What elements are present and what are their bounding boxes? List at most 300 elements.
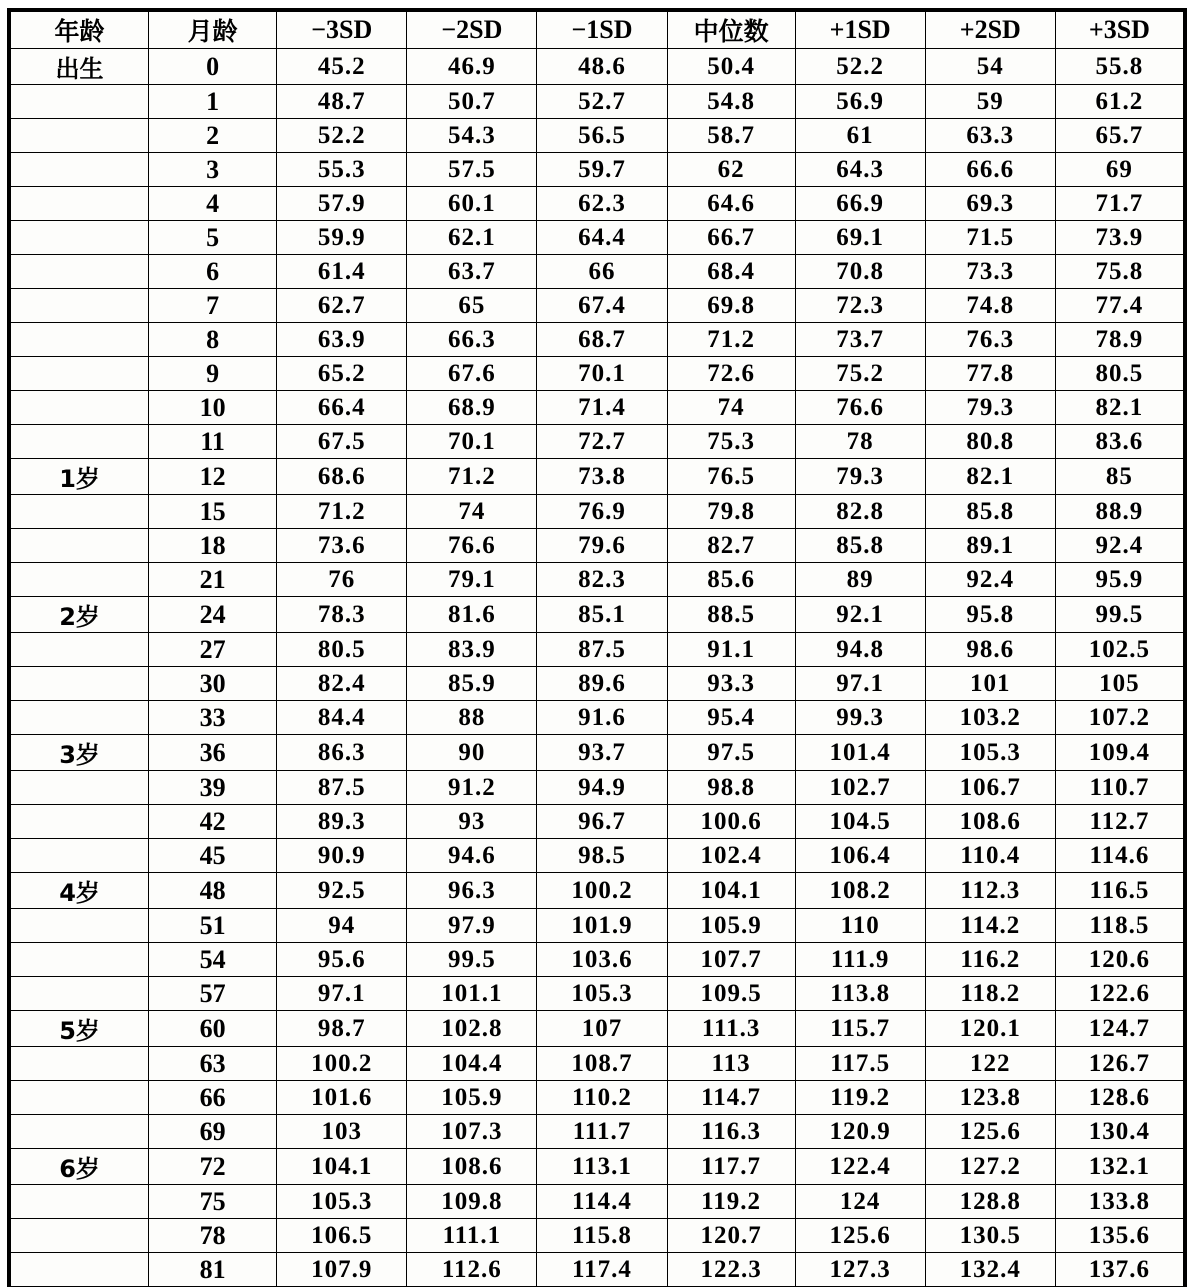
cell-sd_m1: 64.4 <box>537 221 667 255</box>
table-row <box>11 771 1184 805</box>
cell-sd_m3: 105.3 <box>277 1185 407 1219</box>
cell-sd_m2: 109.8 <box>407 1185 537 1219</box>
header-row <box>11 12 1184 49</box>
column-header-age: 年龄 <box>11 12 149 49</box>
cell-age <box>11 1115 149 1149</box>
cell-median: 113 <box>667 1047 795 1081</box>
cell-sd_p1: 73.7 <box>795 323 925 357</box>
cell-month: 10 <box>149 391 277 425</box>
cell-sd_m1: 87.5 <box>537 633 667 667</box>
cell-sd_p3: 114.6 <box>1055 839 1183 873</box>
cell-sd_p1: 104.5 <box>795 805 925 839</box>
table-row <box>11 255 1184 289</box>
cell-median: 62 <box>667 153 795 187</box>
cell-sd_p3: 75.8 <box>1055 255 1183 289</box>
cell-month: 39 <box>149 771 277 805</box>
cell-age: 出生 <box>11 49 149 85</box>
cell-age <box>11 977 149 1011</box>
cell-sd_m3: 103 <box>277 1115 407 1149</box>
cell-sd_p1: 111.9 <box>795 943 925 977</box>
cell-sd_p3: 124.7 <box>1055 1011 1183 1047</box>
cell-sd_m1: 103.6 <box>537 943 667 977</box>
cell-sd_p2: 73.3 <box>925 255 1055 289</box>
cell-sd_m1: 110.2 <box>537 1081 667 1115</box>
cell-sd_m2: 76.6 <box>407 529 537 563</box>
cell-sd_p2: 59 <box>925 85 1055 119</box>
table-row <box>11 839 1184 873</box>
table-row <box>11 1253 1184 1287</box>
table-row <box>11 735 1184 771</box>
cell-sd_p3: 83.6 <box>1055 425 1183 459</box>
table-row <box>11 701 1184 735</box>
cell-sd_p2: 54 <box>925 49 1055 85</box>
growth-standard-table <box>10 11 1184 1287</box>
cell-sd_p1: 122.4 <box>795 1149 925 1185</box>
cell-sd_p3: 105 <box>1055 667 1183 701</box>
table-row <box>11 1149 1184 1185</box>
cell-sd_m3: 98.7 <box>277 1011 407 1047</box>
cell-sd_p3: 133.8 <box>1055 1185 1183 1219</box>
cell-sd_m3: 82.4 <box>277 667 407 701</box>
cell-sd_m3: 107.9 <box>277 1253 407 1287</box>
cell-sd_m1: 59.7 <box>537 153 667 187</box>
cell-sd_m2: 62.1 <box>407 221 537 255</box>
table-row <box>11 1219 1184 1253</box>
cell-sd_m1: 71.4 <box>537 391 667 425</box>
cell-sd_p3: 61.2 <box>1055 85 1183 119</box>
cell-month: 75 <box>149 1185 277 1219</box>
cell-sd_m2: 81.6 <box>407 597 537 633</box>
cell-sd_m3: 73.6 <box>277 529 407 563</box>
cell-age: 5岁 <box>11 1011 149 1047</box>
cell-sd_p1: 108.2 <box>795 873 925 909</box>
table-row <box>11 187 1184 221</box>
cell-sd_p1: 115.7 <box>795 1011 925 1047</box>
cell-sd_p2: 112.3 <box>925 873 1055 909</box>
table-row <box>11 909 1184 943</box>
cell-median: 54.8 <box>667 85 795 119</box>
table-body <box>11 49 1184 1287</box>
cell-month: 78 <box>149 1219 277 1253</box>
cell-sd_p1: 119.2 <box>795 1081 925 1115</box>
cell-sd_m1: 56.5 <box>537 119 667 153</box>
cell-age <box>11 85 149 119</box>
cell-sd_p1: 61 <box>795 119 925 153</box>
cell-sd_p2: 128.8 <box>925 1185 1055 1219</box>
cell-month: 21 <box>149 563 277 597</box>
table-row <box>11 459 1184 495</box>
cell-age <box>11 805 149 839</box>
cell-month: 63 <box>149 1047 277 1081</box>
cell-age: 2岁 <box>11 597 149 633</box>
table-row <box>11 1047 1184 1081</box>
table-row <box>11 1115 1184 1149</box>
cell-sd_m1: 101.9 <box>537 909 667 943</box>
cell-month: 12 <box>149 459 277 495</box>
cell-sd_m3: 57.9 <box>277 187 407 221</box>
cell-median: 97.5 <box>667 735 795 771</box>
cell-sd_m1: 94.9 <box>537 771 667 805</box>
cell-sd_p2: 69.3 <box>925 187 1055 221</box>
cell-sd_p2: 116.2 <box>925 943 1055 977</box>
cell-median: 122.3 <box>667 1253 795 1287</box>
cell-sd_m1: 117.4 <box>537 1253 667 1287</box>
cell-age: 1岁 <box>11 459 149 495</box>
cell-sd_m3: 59.9 <box>277 221 407 255</box>
cell-sd_p3: 120.6 <box>1055 943 1183 977</box>
cell-sd_p1: 70.8 <box>795 255 925 289</box>
cell-sd_p1: 92.1 <box>795 597 925 633</box>
cell-age <box>11 909 149 943</box>
cell-month: 15 <box>149 495 277 529</box>
cell-sd_p3: 118.5 <box>1055 909 1183 943</box>
table-row <box>11 391 1184 425</box>
table-row <box>11 667 1184 701</box>
cell-sd_m3: 55.3 <box>277 153 407 187</box>
cell-age <box>11 943 149 977</box>
cell-sd_m2: 50.7 <box>407 85 537 119</box>
cell-month: 0 <box>149 49 277 85</box>
cell-sd_m1: 52.7 <box>537 85 667 119</box>
cell-sd_m3: 45.2 <box>277 49 407 85</box>
cell-sd_p1: 66.9 <box>795 187 925 221</box>
cell-median: 109.5 <box>667 977 795 1011</box>
column-header-month: 月龄 <box>149 12 277 49</box>
cell-median: 58.7 <box>667 119 795 153</box>
cell-sd_p1: 75.2 <box>795 357 925 391</box>
cell-sd_m2: 97.9 <box>407 909 537 943</box>
table-row <box>11 633 1184 667</box>
column-header-sd_m3: −3SD <box>277 12 407 49</box>
cell-median: 102.4 <box>667 839 795 873</box>
cell-age <box>11 119 149 153</box>
cell-sd_m2: 46.9 <box>407 49 537 85</box>
cell-sd_p3: 80.5 <box>1055 357 1183 391</box>
cell-sd_p3: 109.4 <box>1055 735 1183 771</box>
cell-sd_p2: 79.3 <box>925 391 1055 425</box>
cell-sd_p3: 126.7 <box>1055 1047 1183 1081</box>
cell-month: 30 <box>149 667 277 701</box>
cell-sd_p2: 71.5 <box>925 221 1055 255</box>
cell-sd_p3: 110.7 <box>1055 771 1183 805</box>
cell-month: 45 <box>149 839 277 873</box>
cell-sd_m2: 105.9 <box>407 1081 537 1115</box>
cell-sd_m3: 48.7 <box>277 85 407 119</box>
table-row <box>11 153 1184 187</box>
table-row <box>11 1011 1184 1047</box>
cell-median: 75.3 <box>667 425 795 459</box>
cell-sd_m3: 101.6 <box>277 1081 407 1115</box>
cell-sd_p3: 85 <box>1055 459 1183 495</box>
cell-sd_m3: 65.2 <box>277 357 407 391</box>
cell-sd_p2: 125.6 <box>925 1115 1055 1149</box>
cell-sd_p2: 89.1 <box>925 529 1055 563</box>
cell-sd_m2: 57.5 <box>407 153 537 187</box>
cell-sd_p1: 117.5 <box>795 1047 925 1081</box>
cell-sd_p2: 103.2 <box>925 701 1055 735</box>
cell-sd_m2: 102.8 <box>407 1011 537 1047</box>
cell-month: 5 <box>149 221 277 255</box>
cell-sd_m2: 70.1 <box>407 425 537 459</box>
cell-sd_p1: 52.2 <box>795 49 925 85</box>
cell-sd_m1: 100.2 <box>537 873 667 909</box>
cell-median: 116.3 <box>667 1115 795 1149</box>
table-row <box>11 119 1184 153</box>
cell-sd_m2: 63.7 <box>407 255 537 289</box>
cell-age <box>11 667 149 701</box>
cell-sd_p1: 113.8 <box>795 977 925 1011</box>
cell-sd_m3: 78.3 <box>277 597 407 633</box>
cell-sd_m1: 82.3 <box>537 563 667 597</box>
cell-age <box>11 221 149 255</box>
cell-month: 2 <box>149 119 277 153</box>
table-row <box>11 563 1184 597</box>
cell-sd_p1: 79.3 <box>795 459 925 495</box>
cell-sd_m1: 70.1 <box>537 357 667 391</box>
table-row <box>11 1081 1184 1115</box>
cell-sd_m1: 73.8 <box>537 459 667 495</box>
cell-month: 33 <box>149 701 277 735</box>
cell-sd_p3: 92.4 <box>1055 529 1183 563</box>
column-header-sd_p1: +1SD <box>795 12 925 49</box>
cell-sd_p3: 82.1 <box>1055 391 1183 425</box>
cell-sd_p2: 120.1 <box>925 1011 1055 1047</box>
cell-sd_m1: 85.1 <box>537 597 667 633</box>
cell-sd_m1: 79.6 <box>537 529 667 563</box>
cell-age: 6岁 <box>11 1149 149 1185</box>
cell-sd_m3: 94 <box>277 909 407 943</box>
cell-age <box>11 529 149 563</box>
cell-median: 104.1 <box>667 873 795 909</box>
cell-sd_p1: 72.3 <box>795 289 925 323</box>
cell-median: 72.6 <box>667 357 795 391</box>
cell-age <box>11 357 149 391</box>
cell-sd_m3: 86.3 <box>277 735 407 771</box>
cell-sd_m2: 90 <box>407 735 537 771</box>
cell-sd_p3: 116.5 <box>1055 873 1183 909</box>
cell-sd_m1: 76.9 <box>537 495 667 529</box>
cell-sd_m3: 92.5 <box>277 873 407 909</box>
table-row <box>11 49 1184 85</box>
table-row <box>11 805 1184 839</box>
column-header-sd_m2: −2SD <box>407 12 537 49</box>
cell-sd_m2: 67.6 <box>407 357 537 391</box>
table-row <box>11 977 1184 1011</box>
cell-sd_p3: 135.6 <box>1055 1219 1183 1253</box>
cell-median: 74 <box>667 391 795 425</box>
cell-month: 1 <box>149 85 277 119</box>
cell-sd_m2: 66.3 <box>407 323 537 357</box>
table-row <box>11 323 1184 357</box>
cell-sd_p2: 63.3 <box>925 119 1055 153</box>
cell-month: 69 <box>149 1115 277 1149</box>
cell-sd_p1: 106.4 <box>795 839 925 873</box>
cell-month: 4 <box>149 187 277 221</box>
cell-sd_m1: 98.5 <box>537 839 667 873</box>
cell-sd_m1: 93.7 <box>537 735 667 771</box>
cell-median: 68.4 <box>667 255 795 289</box>
column-header-median: 中位数 <box>667 12 795 49</box>
cell-median: 50.4 <box>667 49 795 85</box>
cell-sd_p3: 71.7 <box>1055 187 1183 221</box>
cell-sd_p1: 120.9 <box>795 1115 925 1149</box>
cell-sd_p3: 88.9 <box>1055 495 1183 529</box>
cell-sd_p1: 110 <box>795 909 925 943</box>
cell-month: 36 <box>149 735 277 771</box>
cell-month: 60 <box>149 1011 277 1047</box>
cell-sd_p2: 74.8 <box>925 289 1055 323</box>
cell-sd_p1: 99.3 <box>795 701 925 735</box>
cell-median: 69.8 <box>667 289 795 323</box>
cell-month: 81 <box>149 1253 277 1287</box>
cell-sd_m1: 105.3 <box>537 977 667 1011</box>
cell-age <box>11 771 149 805</box>
cell-sd_m2: 107.3 <box>407 1115 537 1149</box>
cell-median: 88.5 <box>667 597 795 633</box>
cell-sd_p1: 101.4 <box>795 735 925 771</box>
cell-sd_m3: 63.9 <box>277 323 407 357</box>
cell-month: 72 <box>149 1149 277 1185</box>
cell-sd_m3: 100.2 <box>277 1047 407 1081</box>
cell-sd_p1: 124 <box>795 1185 925 1219</box>
table-row <box>11 221 1184 255</box>
cell-sd_m1: 67.4 <box>537 289 667 323</box>
cell-sd_p3: 55.8 <box>1055 49 1183 85</box>
cell-median: 91.1 <box>667 633 795 667</box>
cell-month: 66 <box>149 1081 277 1115</box>
cell-sd_p2: 105.3 <box>925 735 1055 771</box>
cell-month: 6 <box>149 255 277 289</box>
cell-sd_p2: 130.5 <box>925 1219 1055 1253</box>
cell-median: 117.7 <box>667 1149 795 1185</box>
cell-age <box>11 391 149 425</box>
cell-sd_m2: 74 <box>407 495 537 529</box>
cell-sd_p1: 64.3 <box>795 153 925 187</box>
cell-sd_p2: 108.6 <box>925 805 1055 839</box>
cell-sd_p3: 99.5 <box>1055 597 1183 633</box>
cell-sd_m3: 61.4 <box>277 255 407 289</box>
cell-sd_p3: 137.6 <box>1055 1253 1183 1287</box>
cell-sd_p2: 85.8 <box>925 495 1055 529</box>
cell-sd_p1: 125.6 <box>795 1219 925 1253</box>
cell-sd_m3: 90.9 <box>277 839 407 873</box>
cell-sd_p3: 122.6 <box>1055 977 1183 1011</box>
cell-age <box>11 323 149 357</box>
cell-sd_m1: 89.6 <box>537 667 667 701</box>
cell-sd_p1: 127.3 <box>795 1253 925 1287</box>
cell-sd_m1: 96.7 <box>537 805 667 839</box>
cell-sd_p3: 102.5 <box>1055 633 1183 667</box>
cell-sd_m3: 67.5 <box>277 425 407 459</box>
cell-sd_p2: 66.6 <box>925 153 1055 187</box>
cell-median: 93.3 <box>667 667 795 701</box>
cell-age <box>11 633 149 667</box>
cell-sd_p3: 73.9 <box>1055 221 1183 255</box>
cell-sd_m2: 71.2 <box>407 459 537 495</box>
cell-median: 100.6 <box>667 805 795 839</box>
cell-median: 76.5 <box>667 459 795 495</box>
table-row <box>11 943 1184 977</box>
cell-month: 27 <box>149 633 277 667</box>
cell-sd_m3: 80.5 <box>277 633 407 667</box>
cell-sd_m3: 95.6 <box>277 943 407 977</box>
cell-age <box>11 1219 149 1253</box>
cell-sd_m1: 108.7 <box>537 1047 667 1081</box>
cell-sd_m2: 108.6 <box>407 1149 537 1185</box>
cell-sd_m3: 76 <box>277 563 407 597</box>
cell-sd_p2: 114.2 <box>925 909 1055 943</box>
cell-month: 11 <box>149 425 277 459</box>
cell-sd_m1: 115.8 <box>537 1219 667 1253</box>
cell-sd_m3: 62.7 <box>277 289 407 323</box>
cell-sd_p3: 112.7 <box>1055 805 1183 839</box>
cell-sd_m1: 91.6 <box>537 701 667 735</box>
cell-sd_m2: 93 <box>407 805 537 839</box>
cell-median: 98.8 <box>667 771 795 805</box>
cell-sd_p2: 118.2 <box>925 977 1055 1011</box>
cell-age <box>11 495 149 529</box>
cell-age <box>11 187 149 221</box>
cell-sd_m2: 96.3 <box>407 873 537 909</box>
cell-age <box>11 1047 149 1081</box>
cell-sd_m3: 52.2 <box>277 119 407 153</box>
cell-median: 85.6 <box>667 563 795 597</box>
column-header-sd_p3: +3SD <box>1055 12 1183 49</box>
cell-month: 51 <box>149 909 277 943</box>
cell-median: 119.2 <box>667 1185 795 1219</box>
cell-sd_p3: 128.6 <box>1055 1081 1183 1115</box>
cell-sd_m2: 104.4 <box>407 1047 537 1081</box>
cell-median: 111.3 <box>667 1011 795 1047</box>
cell-median: 95.4 <box>667 701 795 735</box>
table-row <box>11 85 1184 119</box>
cell-age <box>11 839 149 873</box>
cell-median: 107.7 <box>667 943 795 977</box>
table-row <box>11 529 1184 563</box>
cell-median: 82.7 <box>667 529 795 563</box>
cell-sd_p2: 110.4 <box>925 839 1055 873</box>
cell-sd_m1: 113.1 <box>537 1149 667 1185</box>
table-header <box>11 12 1184 49</box>
cell-sd_m1: 114.4 <box>537 1185 667 1219</box>
cell-sd_m1: 66 <box>537 255 667 289</box>
cell-month: 48 <box>149 873 277 909</box>
cell-sd_p3: 77.4 <box>1055 289 1183 323</box>
cell-age <box>11 289 149 323</box>
table-row <box>11 495 1184 529</box>
cell-sd_m2: 85.9 <box>407 667 537 701</box>
cell-sd_p3: 95.9 <box>1055 563 1183 597</box>
cell-sd_m2: 54.3 <box>407 119 537 153</box>
cell-sd_p1: 56.9 <box>795 85 925 119</box>
cell-age <box>11 1185 149 1219</box>
cell-age <box>11 563 149 597</box>
cell-sd_p3: 78.9 <box>1055 323 1183 357</box>
cell-sd_m1: 62.3 <box>537 187 667 221</box>
cell-sd_p2: 101 <box>925 667 1055 701</box>
cell-sd_m1: 48.6 <box>537 49 667 85</box>
cell-median: 79.8 <box>667 495 795 529</box>
cell-median: 71.2 <box>667 323 795 357</box>
cell-sd_p1: 69.1 <box>795 221 925 255</box>
cell-month: 42 <box>149 805 277 839</box>
cell-sd_m3: 84.4 <box>277 701 407 735</box>
cell-sd_m2: 68.9 <box>407 391 537 425</box>
cell-sd_m3: 97.1 <box>277 977 407 1011</box>
cell-sd_p2: 92.4 <box>925 563 1055 597</box>
cell-age <box>11 425 149 459</box>
cell-sd_m2: 88 <box>407 701 537 735</box>
